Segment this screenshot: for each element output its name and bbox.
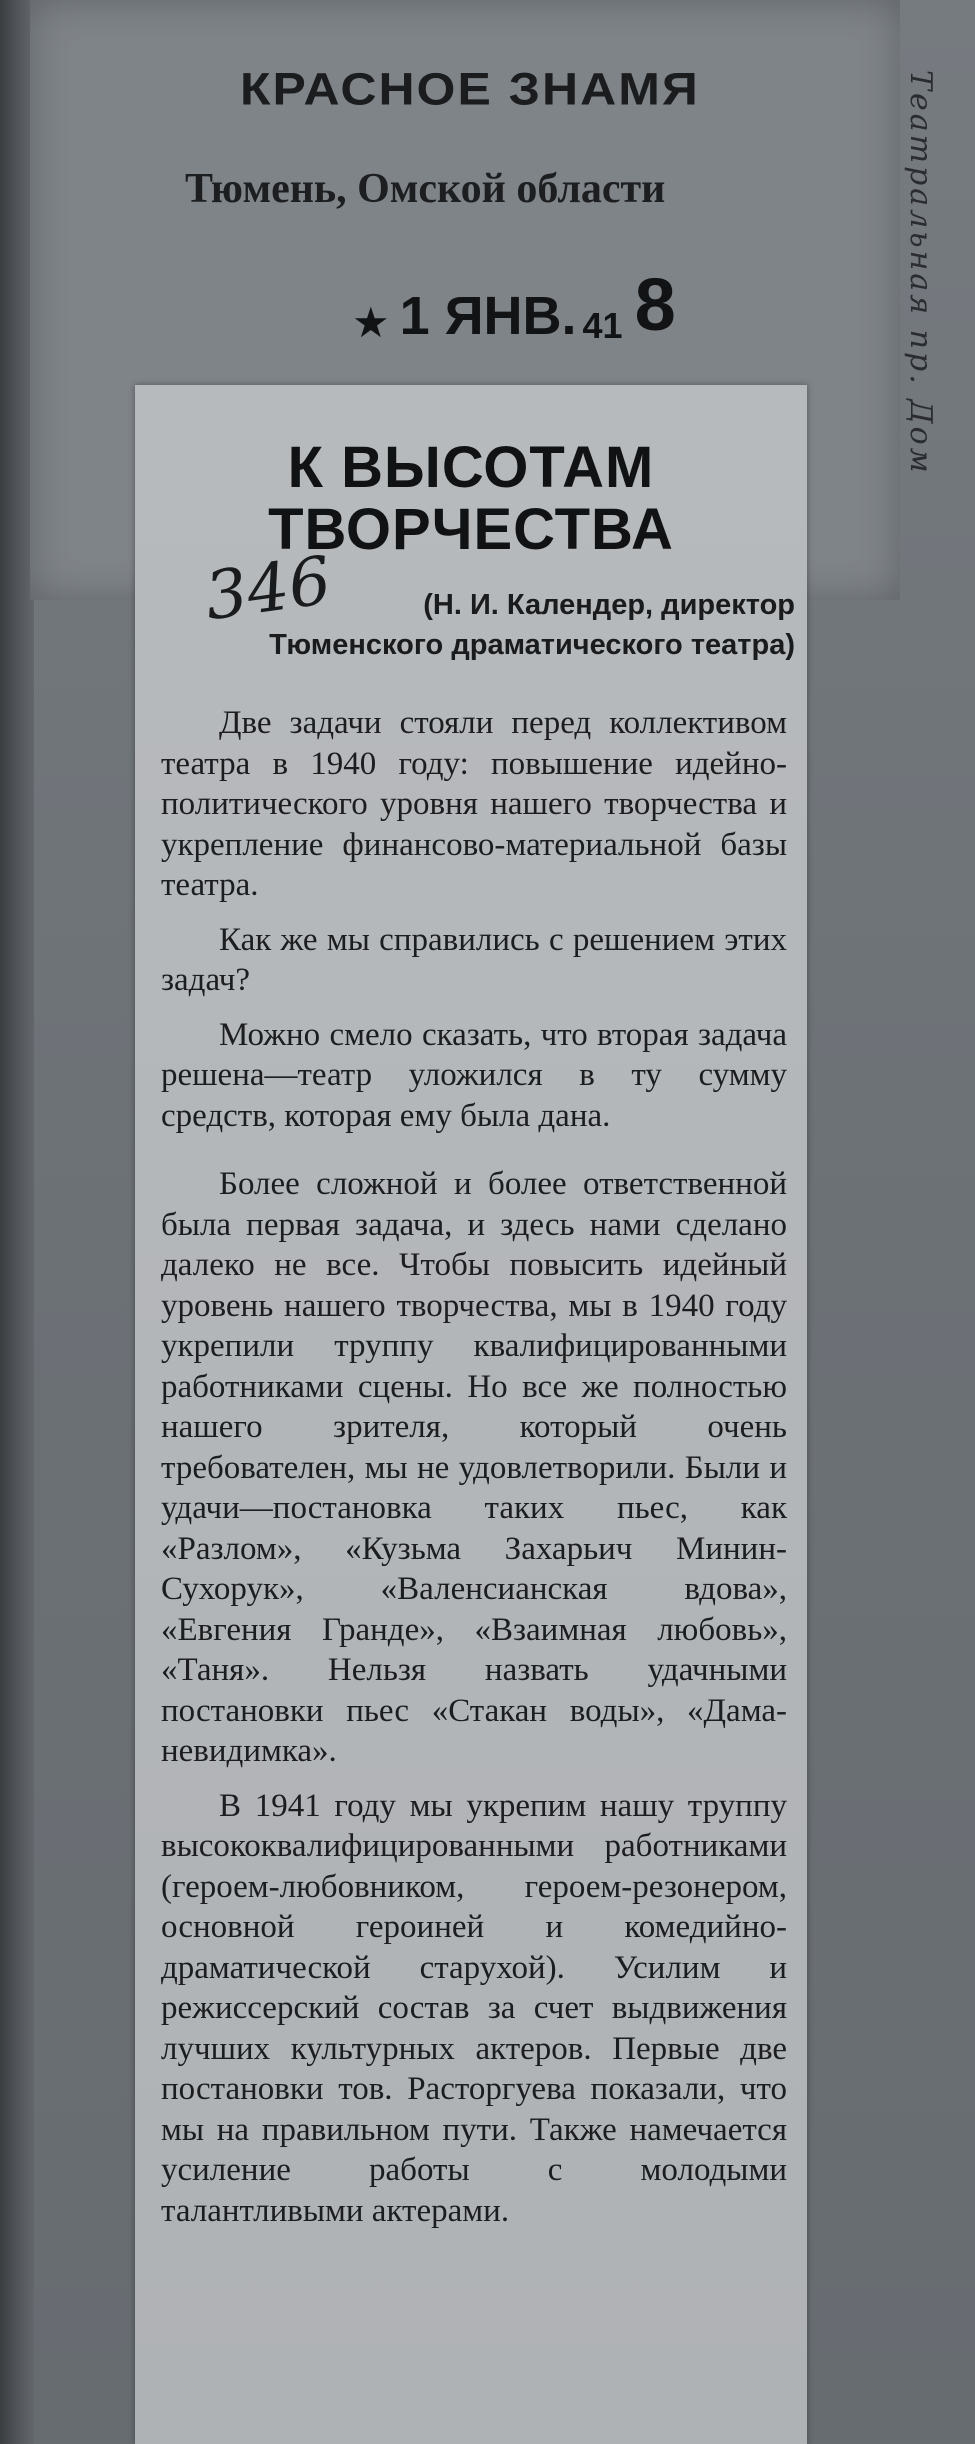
- handwritten-number: 346: [200, 541, 336, 636]
- headline-line-1: К ВЫСОТАМ: [287, 435, 655, 500]
- handwritten-note: Театральная пр. Дом: [903, 70, 938, 476]
- date-day: 1 ЯНВ.: [399, 286, 577, 346]
- paragraph: Можно смело сказать, что вторая задача решена—театр уложился в ту сумму средств, которая ему была дана.: [161, 1016, 787, 1134]
- page-number: 8: [634, 263, 676, 346]
- headline-line-2: ТВОРЧЕСТВА: [268, 497, 674, 562]
- paragraph: Две задачи стояли перед коллективом театра в 1940 году: повышение идейно-политического уровня нашего творчества и укрепление финансово-материальной базы театра.: [161, 705, 787, 903]
- star-icon: ★: [352, 299, 390, 346]
- article-byline: [165, 585, 795, 665]
- byline-line-1: (Н. И. Календер, директор: [423, 589, 795, 621]
- paragraph: В 1941 году мы укрепим нашу труппу высококвалифицированными работниками (героем-любовником, героем-резонером, основной героиней и комедийно-драматической старухой). Усилим и режиссерский состав за счет выдвижения лучших культурных актеров. Первые две постановки тов. Расторгуева показали, что мы на правильном пути. Также намечается усиление работы с молодыми талантливыми актерами.: [161, 1787, 787, 2229]
- article-body: [161, 703, 787, 2231]
- byline-line-2: Тюменского драматического театра): [269, 629, 795, 661]
- newspaper-city: Тюмень, Омской области: [185, 166, 666, 212]
- paragraph: Более сложной и более ответственной была первая задача, и здесь нами сделано далеко не все. Чтобы повысить идейный уровень нашего творчества, мы в 1940 году укрепили труппу квалифицированными работниками сцены. Но все же полностью нашего зрителя, который очень требователен, мы не удовлетворили. Были и удачи—постановка таких пьес, как «Разлом», «Кузьма Захарьич Минин-Сухорук», «Валенсианская вдова», «Евгения Гранде», «Взаимная любовь», «Таня». Нельзя назвать удачными постановки пьес «Стакан воды», «Дама-невидимка».: [161, 1166, 787, 1769]
- article-clipping: [135, 385, 807, 2444]
- binding-strip: [0, 0, 34, 2444]
- date-stamp: [352, 262, 676, 347]
- article-headline: [135, 437, 807, 561]
- date-year: 41: [582, 305, 623, 346]
- newspaper-masthead: КРАСНОЕ ЗНАМЯ: [240, 63, 700, 115]
- paragraph: Как же мы справились с решением этих задач?: [161, 921, 787, 998]
